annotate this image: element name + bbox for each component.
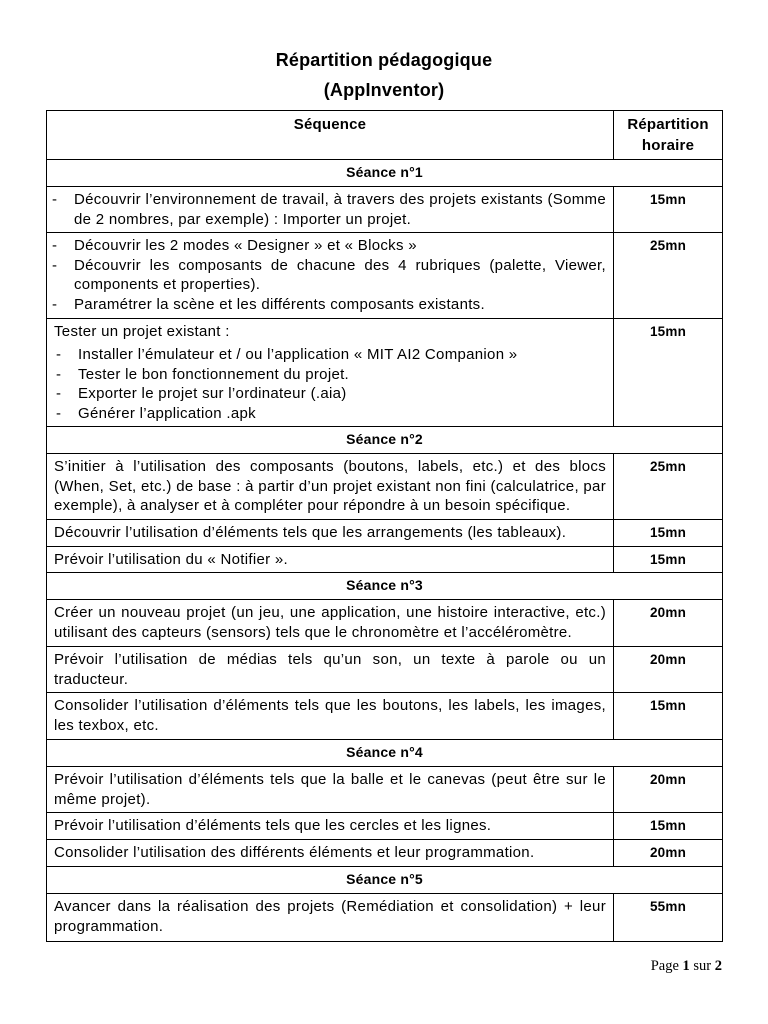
- bullet-marker: -: [56, 385, 62, 402]
- table-row: [47, 187, 723, 233]
- list-item-text: Exporter le projet sur l’ordinateur (.aia): [78, 385, 347, 402]
- bullet-marker: -: [56, 404, 62, 422]
- table-row: [47, 600, 723, 647]
- sequence-cell: Consolider l’utilisation d’éléments tels que les boutons, les labels, les images, les texbox, etc.: [47, 693, 614, 740]
- table-row: [47, 454, 723, 520]
- duration-cell: 15mn: [614, 520, 723, 547]
- duration-cell: 25mn: [614, 454, 723, 520]
- document-content: [46, 110, 722, 974]
- bullet-marker: -: [52, 237, 58, 254]
- list-item: [56, 404, 606, 424]
- sequence-cell: [47, 319, 614, 427]
- duration-cell: 20mn: [614, 840, 723, 867]
- table-row: [47, 319, 723, 427]
- sequence-cell: [47, 187, 614, 233]
- list-item-text: Découvrir les composants de chacune des 4 rubriques (palette, Viewer, components et properties).: [74, 256, 606, 293]
- session-row: [47, 573, 723, 600]
- sequence-cell: S’initier à l’utilisation des composants (boutons, labels, etc.) et des blocs (When, Set, etc.) de base : à partir d’un projet existant non fini (calculatrice, par exemple), à analyser et à compléter pour répondre à un besoin spécifique.: [47, 454, 614, 520]
- bullet-marker: -: [56, 346, 62, 363]
- bullet-marker: -: [52, 256, 58, 274]
- table-row: [47, 840, 723, 867]
- duration-cell: 15mn: [614, 693, 723, 740]
- sequence-intro: Tester un projet existant :: [54, 323, 230, 340]
- document-subtitle: (AppInventor): [323, 80, 445, 100]
- bullet-marker: -: [56, 365, 62, 383]
- duration-cell: 20mn: [614, 647, 723, 693]
- current-page-number: 1: [682, 958, 690, 974]
- table-row: [47, 894, 723, 942]
- session-label: Séance n°5: [47, 867, 723, 894]
- duration-cell: 25mn: [614, 233, 723, 319]
- session-label: Séance n°4: [47, 740, 723, 767]
- list-item-text: Découvrir l’environnement de travail, à travers des projets existants (Somme de 2 nombres, par exemple) : Importer un projet.: [74, 191, 606, 228]
- header-hours: Répartition horaire: [614, 111, 723, 160]
- duration-cell: 15mn: [614, 547, 723, 573]
- list-item-text: Découvrir les 2 modes « Designer » et « Blocks »: [74, 237, 417, 254]
- table-row: [47, 233, 723, 319]
- session-row: [47, 867, 723, 894]
- session-label: Séance n°1: [47, 160, 723, 187]
- sequence-cell: Prévoir l’utilisation du « Notifier ».: [47, 547, 614, 573]
- sequence-cell: Avancer dans la réalisation des projets (Remédiation et consolidation) + leur programmation.: [47, 894, 614, 942]
- table-row: [47, 520, 723, 547]
- bullet-list: [54, 345, 606, 423]
- bullet-list: [54, 190, 606, 229]
- document-title: Répartition pédagogique: [275, 50, 493, 70]
- page-footer: [46, 958, 722, 974]
- table-row: [47, 547, 723, 573]
- list-item: [56, 384, 606, 404]
- duration-cell: 15mn: [614, 187, 723, 233]
- sequence-cell: Prévoir l’utilisation d’éléments tels que les cercles et les lignes.: [47, 813, 614, 840]
- table-row: [47, 647, 723, 693]
- of-word: sur: [693, 958, 712, 974]
- list-item-text: Générer l’application .apk: [78, 404, 256, 422]
- duration-cell: 55mn: [614, 894, 723, 942]
- session-row: [47, 740, 723, 767]
- list-item: [56, 345, 606, 365]
- list-item: [52, 295, 606, 315]
- list-item-text: Tester le bon fonctionnement du projet.: [78, 365, 350, 383]
- duration-cell: 15mn: [614, 813, 723, 840]
- bullet-marker: -: [52, 295, 58, 313]
- sequence-cell: Prévoir l’utilisation d’éléments tels que la balle et le canevas (peut être sur le même projet).: [47, 767, 614, 813]
- table-row: [47, 813, 723, 840]
- session-label: Séance n°3: [47, 573, 723, 600]
- session-row: [47, 160, 723, 187]
- session-row: [47, 427, 723, 454]
- list-item-text: Paramétrer la scène et les différents composants existants.: [74, 295, 485, 313]
- duration-cell: 20mn: [614, 600, 723, 647]
- list-item: [52, 256, 606, 295]
- page-word: Page: [650, 958, 679, 974]
- sequence-cell: Prévoir l’utilisation de médias tels qu’un son, un texte à parole ou un traducteur.: [47, 647, 614, 693]
- list-item: [52, 190, 606, 229]
- header-sequence: Séquence: [47, 111, 614, 160]
- bullet-list: [54, 236, 606, 314]
- sequence-cell: Créer un nouveau projet (un jeu, une application, une histoire interactive, etc.) utilisant des capteurs (sensors) tels que le chronomètre et l’accéléromètre.: [47, 600, 614, 647]
- bullet-marker: -: [52, 191, 58, 208]
- duration-cell: 15mn: [614, 319, 723, 427]
- schedule-table: [46, 110, 723, 942]
- list-item: [56, 365, 606, 385]
- duration-cell: 20mn: [614, 767, 723, 813]
- table-header-row: [47, 111, 723, 160]
- sequence-cell: Consolider l’utilisation des différents éléments et leur programmation.: [47, 840, 614, 867]
- table-row: [47, 693, 723, 740]
- table-row: [47, 767, 723, 813]
- total-pages-number: 2: [714, 958, 722, 974]
- list-item-text: Installer l’émulateur et / ou l’application « MIT AI2 Companion »: [78, 346, 518, 363]
- session-label: Séance n°2: [47, 427, 723, 454]
- list-item: [52, 236, 606, 256]
- sequence-cell: [47, 233, 614, 319]
- sequence-cell: Découvrir l’utilisation d’éléments tels que les arrangements (les tableaux).: [47, 520, 614, 547]
